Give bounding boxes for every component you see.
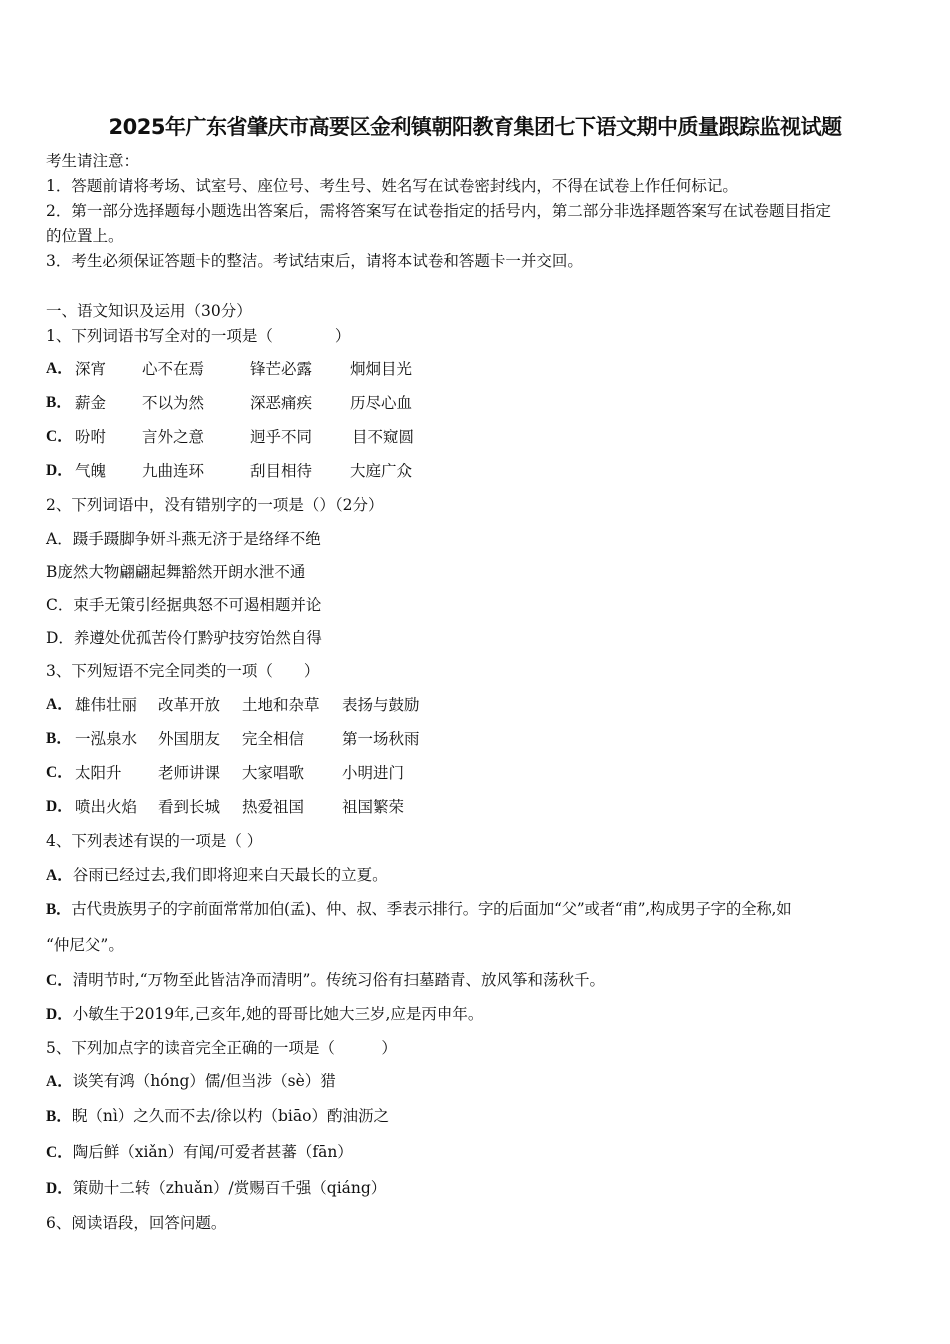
notice-line: 2．第一部分选择题每小题选出答案后，需将答案写在试卷指定的括号内，第二部分非选择题答案写在试卷题目指定: [46, 202, 831, 220]
option-row: [46, 1178, 386, 1199]
question-stem: 2、下列词语中，没有错别字的一项是（）（2分）: [46, 496, 384, 514]
option-label: B．: [46, 394, 72, 411]
notice-line: 的位置上。: [46, 227, 124, 245]
option-text: C．束手无策引经据典怒不可遏相题并论: [46, 596, 322, 614]
option-row: [46, 695, 546, 715]
option-word: 热爱祖国: [242, 798, 305, 816]
option-word: 吩咐: [75, 428, 107, 446]
option-row: [46, 1004, 483, 1025]
option-text: 谷雨已经过去,我们即将迎来白天最长的立夏。: [72, 866, 388, 884]
option-label: D．: [46, 462, 73, 479]
option-word: 改革开放: [158, 696, 221, 714]
option-word: 完全相信: [242, 730, 305, 748]
question-stem: 5、下列加点字的读音完全正确的一项是（ ）: [46, 1039, 397, 1057]
option-row: [46, 461, 546, 481]
option-row: [46, 1071, 336, 1092]
option-word: 外国朋友: [158, 730, 221, 748]
option-row: [46, 427, 546, 447]
option-word: 表扬与鼓励: [342, 696, 420, 714]
option-word: 九曲连环: [142, 462, 205, 480]
option-text: D．养遵处优孤苦伶仃黔驴技穷饴然自得: [46, 629, 322, 647]
option-word: 炯炯目光: [350, 360, 413, 378]
option-text: 谈笑有鸿（hóng）儒/但当涉（sè）猎: [72, 1072, 336, 1090]
section-heading: 一、语文知识及运用（30分）: [46, 302, 252, 320]
option-label: D．: [46, 798, 73, 815]
option-row: [46, 970, 605, 991]
option-word: 心不在焉: [142, 360, 205, 378]
notice-line: 3．考生必须保证答题卡的整洁。考试结束后，请将本试卷和答题卡一并交回。: [46, 252, 583, 270]
option-text: B庞然大物翩翩起舞豁然开朗水泄不通: [46, 563, 306, 581]
notice-line: 1．答题前请将考场、试室号、座位号、考生号、姓名写在试卷密封线内，不得在试卷上作任何标记。: [46, 177, 738, 195]
option-word: 不以为然: [142, 394, 205, 412]
option-label: B．: [46, 730, 72, 747]
option-text: 陶后鲜（xiǎn）有闻/可爱者甚蕃（fān）: [72, 1143, 353, 1161]
option-continuation: “仲尼父”。: [46, 936, 124, 954]
notice-heading: 考生请注意：: [46, 152, 140, 170]
option-word: 薪金: [75, 394, 107, 412]
question-stem: 3、下列短语不完全同类的一项（ ）: [46, 662, 320, 680]
option-label: C．: [46, 1144, 73, 1161]
option-text: 古代贵族男子的字前面常常加伯(孟)、仲、叔、季表示排行。字的后面加“父”或者“甫”,构成男子字的全称,如: [71, 900, 792, 918]
option-word: 第一场秋雨: [342, 730, 420, 748]
question-stem: 1、下列词语书写全对的一项是（ ）: [46, 327, 351, 345]
option-word: 老师讲课: [158, 764, 221, 782]
option-label: A．: [46, 867, 73, 884]
option-row: [46, 1106, 389, 1127]
option-row: [46, 865, 388, 886]
option-word: 深恶痛疾: [250, 394, 313, 412]
question-stem: 6、阅读语段，回答问题。: [46, 1214, 227, 1232]
option-label: A．: [46, 1073, 73, 1090]
option-row: [46, 393, 546, 413]
option-row: [46, 763, 546, 783]
option-label: C．: [46, 428, 73, 445]
option-row: [46, 899, 791, 920]
option-word: 一泓泉水: [75, 730, 138, 748]
option-word: 历尽心血: [350, 394, 413, 412]
document-title: 2025年广东省肇庆市高要区金利镇朝阳教育集团七下语文期中质量跟踪监视试题: [108, 115, 842, 139]
option-row: [46, 729, 546, 749]
option-word: 喷出火焰: [75, 798, 138, 816]
option-word: 小明进门: [342, 764, 405, 782]
option-label: A．: [46, 360, 73, 377]
option-row: [46, 1142, 353, 1163]
option-label: B．: [46, 901, 72, 918]
option-text: A．蹑手蹑脚争妍斗燕无济于是络绎不绝: [46, 530, 321, 548]
option-word: 迥乎不同: [250, 428, 313, 446]
option-row: [46, 797, 546, 817]
option-label: B．: [46, 1108, 72, 1125]
question-stem: 4、下列表述有误的一项是（ ）: [46, 832, 263, 850]
option-word: 气魄: [75, 462, 107, 480]
option-word: 言外之意: [142, 428, 205, 446]
option-text: 小敏生于2019年,己亥年,她的哥哥比她大三岁,应是丙申年。: [72, 1005, 484, 1023]
option-text: 睨（nì）之久而不去/徐以杓（biāo）酌油沥之: [71, 1107, 389, 1125]
option-word: 目不窥圆: [352, 428, 415, 446]
option-word: 刮目相待: [250, 462, 313, 480]
option-word: 大庭广众: [350, 462, 413, 480]
option-word: 锋芒必露: [250, 360, 313, 378]
option-label: C．: [46, 972, 73, 989]
option-word: 土地和杂草: [242, 696, 320, 714]
option-word: 雄伟壮丽: [75, 696, 138, 714]
option-word: 祖国繁荣: [342, 798, 405, 816]
option-label: C．: [46, 764, 73, 781]
option-label: A．: [46, 696, 73, 713]
option-text: 策勋十二转（zhuǎn）/赏赐百千强（qiáng）: [72, 1179, 387, 1197]
option-word: 大家唱歌: [242, 764, 305, 782]
option-word: 太阳升: [75, 764, 122, 782]
option-word: 看到长城: [158, 798, 221, 816]
option-label: D．: [46, 1180, 73, 1197]
option-label: D．: [46, 1006, 73, 1023]
option-row: [46, 359, 546, 379]
option-text: 清明节时,“万物至此皆洁净而清明”。传统习俗有扫墓踏青、放风筝和荡秋千。: [72, 971, 605, 989]
option-word: 深宵: [75, 360, 107, 378]
